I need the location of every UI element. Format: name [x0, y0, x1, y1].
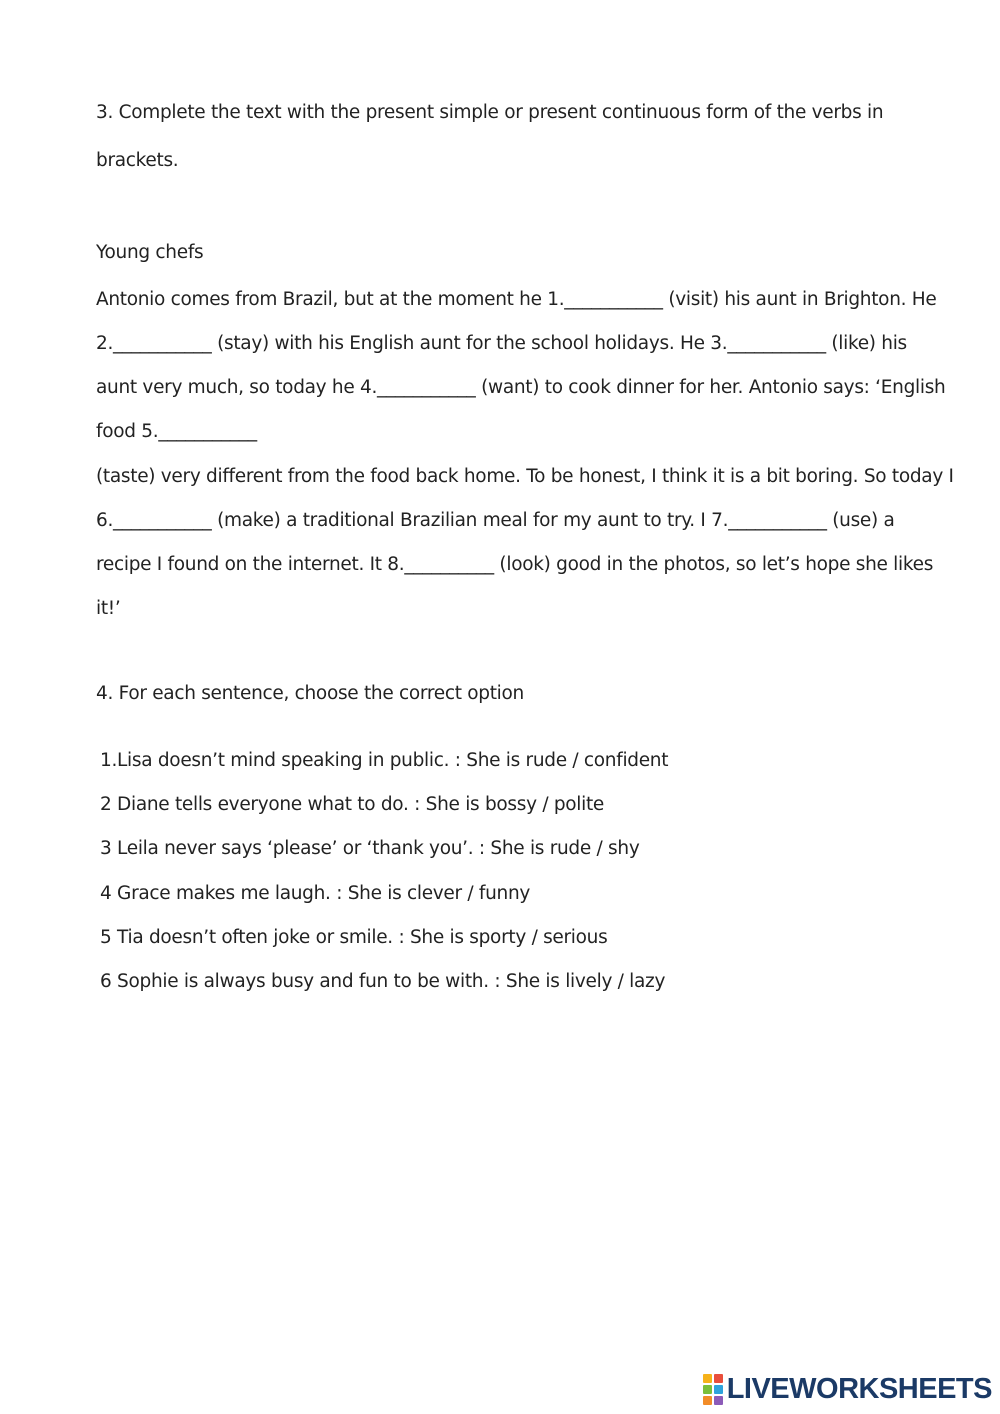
logo-tile [714, 1374, 723, 1383]
exercise3-text-line: Antonio comes from Brazil, but at the moment he 1.___________ (visit) his aunt in Brighton. He [96, 289, 937, 310]
brand-text: LIVEWORKSHEETS [726, 1372, 992, 1405]
logo-tile [703, 1396, 712, 1405]
exercise3-text-line: 6.___________ (make) a traditional Brazilian meal for my aunt to try. I 7.___________ (use) a [96, 510, 895, 531]
exercise4-item: 5 Tia doesn’t often joke or smile. : She is sporty / serious [100, 927, 608, 948]
exercise3-text-line: food 5.___________ [96, 421, 257, 442]
exercise3-title: Young chefs [96, 242, 204, 263]
liveworksheets-logo-icon [703, 1374, 723, 1405]
liveworksheets-brand [703, 1372, 992, 1406]
exercise3-instruction-line1: 3. Complete the text with the present simple or present continuous form of the verbs in [96, 102, 884, 123]
exercise4-item: 4 Grace makes me laugh. : She is clever / funny [100, 883, 531, 904]
exercise4-item: 2 Diane tells everyone what to do. : She is bossy / polite [100, 794, 605, 815]
exercise3-text-line: 2.___________ (stay) with his English aunt for the school holidays. He 3.___________ (like) his [96, 333, 907, 354]
exercise3-text-line: recipe I found on the internet. It 8.__________ (look) good in the photos, so let’s hope she likes [96, 554, 934, 575]
exercise4-item: 3 Leila never says ‘please’ or ‘thank you’. : She is rude / shy [100, 838, 640, 859]
exercise4-item: 6 Sophie is always busy and fun to be with. : She is lively / lazy [100, 971, 666, 992]
exercise4-item: 1.Lisa doesn’t mind speaking in public. : She is rude / confident [100, 750, 669, 771]
logo-tile [703, 1385, 712, 1394]
exercise3-text-line: aunt very much, so today he 4.___________ (want) to cook dinner for her. Antonio says: ‘English [96, 377, 946, 398]
exercise3-text-line: it!’ [96, 598, 121, 619]
exercise3-instruction-line2: brackets. [96, 150, 179, 171]
exercise3-text-line: (taste) very different from the food back home. To be honest, I think it is a bit boring. So today I [96, 466, 954, 487]
logo-tile [703, 1374, 712, 1383]
logo-tile [714, 1396, 723, 1405]
logo-tile [714, 1385, 723, 1394]
exercise4-instruction: 4. For each sentence, choose the correct option [96, 683, 524, 704]
